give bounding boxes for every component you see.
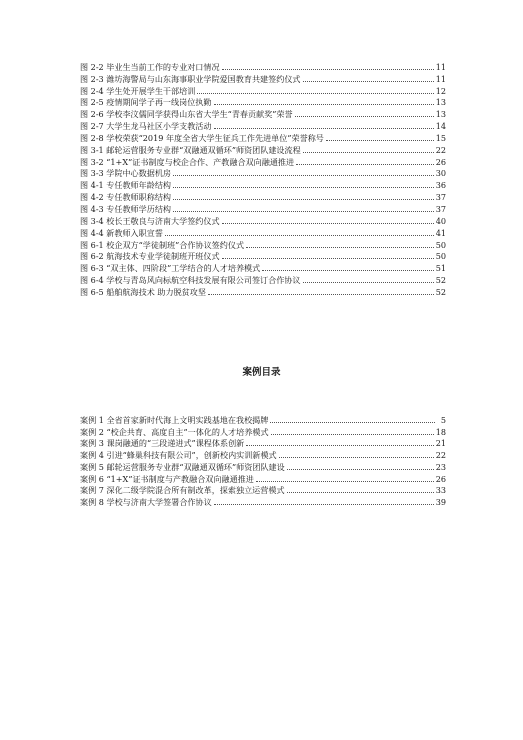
dot-leader xyxy=(303,282,434,283)
toc-entry-page-number: 26 xyxy=(435,156,446,167)
toc-entry[interactable] xyxy=(80,131,446,143)
toc-entry-label: 图 4-3 专任教师学历结构 xyxy=(80,203,172,214)
toc-entry-page-number: 50 xyxy=(435,239,446,250)
toc-entry-label: 案例 4 引进“蜂巢科技有限公司”，创新校内实训新模式 xyxy=(80,450,277,460)
toc-entry-label: 案例 1 全省首家新时代海上文明实践基地在我校揭牌 xyxy=(80,414,269,425)
toc-entry-label: 图 2-6 学校李汶儒同学获得山东省大学生“青春贡献奖”荣誉 xyxy=(80,109,293,120)
toc-entry-label: 图 4-1 专任教师年龄结构 xyxy=(80,180,172,191)
toc-entry[interactable] xyxy=(80,178,446,190)
toc-entry-label: 图 6-2 航海技术专业学徒制班开班仪式 xyxy=(80,251,220,262)
toc-entry-label: 图 6-1 校企双方“学徒制班”合作协议签约仪式 xyxy=(80,239,245,250)
toc-entry-label: 案例 7 深化二级学院混合所有制改革，探索独立运营模式 xyxy=(80,485,285,496)
toc-entry[interactable] xyxy=(80,107,446,119)
dot-leader xyxy=(287,469,434,470)
dot-leader xyxy=(262,270,433,271)
toc-entry[interactable] xyxy=(80,495,446,507)
toc-entry[interactable] xyxy=(80,96,446,108)
dot-leader xyxy=(256,481,434,482)
dot-leader xyxy=(295,116,434,117)
toc-entry-label: 案例 5 邮轮运营服务专业群“双融通双循环”师资团队建设 xyxy=(80,461,285,472)
toc-entry[interactable] xyxy=(80,413,446,425)
toc-entry[interactable] xyxy=(80,285,446,297)
toc-entry[interactable] xyxy=(80,261,446,273)
dot-leader xyxy=(197,93,433,94)
toc-entry-page-number: 40 xyxy=(435,215,446,226)
dot-leader xyxy=(173,199,434,200)
dot-leader xyxy=(214,128,434,129)
dot-leader xyxy=(165,235,434,236)
toc-entry-page-number: 52 xyxy=(435,286,446,297)
toc-entry[interactable] xyxy=(80,425,446,437)
toc-entry-label: 案例 8 学校与济南大学签署合作协议 xyxy=(80,497,212,507)
dot-leader xyxy=(326,140,434,141)
dot-leader xyxy=(222,69,434,70)
dot-leader xyxy=(173,175,434,176)
toc-entry-page-number: 23 xyxy=(435,461,446,472)
case-list xyxy=(80,413,446,507)
dot-leader xyxy=(303,152,434,153)
dot-leader xyxy=(270,422,435,423)
toc-entry[interactable] xyxy=(80,460,446,472)
dot-leader xyxy=(214,104,434,105)
toc-entry[interactable] xyxy=(80,143,446,155)
dot-leader xyxy=(222,223,434,224)
toc-entry[interactable] xyxy=(80,448,446,460)
dot-leader xyxy=(173,187,434,188)
toc-entry[interactable] xyxy=(80,72,446,84)
toc-entry[interactable] xyxy=(80,214,446,226)
toc-entry-label: 图 6-3 “双主体、四阶段”工学结合的人才培养模式 xyxy=(80,263,261,274)
toc-entry-label: 案例 6 “1+X”证书制度与产教融合双向融通推进 xyxy=(80,473,254,484)
toc-entry-page-number: 37 xyxy=(435,203,446,214)
toc-entry-label: 案例 2 “校企共育、高度自主”一体化的人才培养模式 xyxy=(80,426,269,437)
toc-entry[interactable] xyxy=(80,472,446,484)
toc-entry[interactable] xyxy=(80,484,446,496)
toc-entry[interactable] xyxy=(80,226,446,238)
dot-leader xyxy=(173,211,434,212)
toc-entry[interactable] xyxy=(80,190,446,202)
toc-entry-page-number: 36 xyxy=(435,180,446,191)
toc-entry-page-number: 12 xyxy=(435,85,446,96)
toc-entry-label: 图 2-8 学校荣获“2019 年度全省大学生征兵工作先进单位”荣誉称号 xyxy=(80,132,324,143)
toc-entry-label: 图 6-5 船舶航海技术 助力脱贫攻坚 xyxy=(80,286,206,297)
toc-entry[interactable] xyxy=(80,250,446,262)
dot-leader xyxy=(214,504,434,505)
dot-leader xyxy=(287,492,434,493)
dot-leader xyxy=(279,457,434,458)
toc-entry-page-number: 15 xyxy=(435,132,446,143)
dot-leader xyxy=(296,164,434,165)
dot-leader xyxy=(271,434,434,435)
toc-entry[interactable] xyxy=(80,155,446,167)
toc-entry-page-number: 5 xyxy=(440,414,446,425)
toc-entry-label: 案例 3 课岗融通的“三段递进式”课程体系创新 xyxy=(80,438,245,449)
toc-entry-page-number: 26 xyxy=(435,473,446,484)
toc-entry[interactable] xyxy=(80,84,446,96)
toc-entry-label: 图 2-5 疫情期间学子再一线岗位执勤 xyxy=(80,97,212,108)
toc-entry-page-number: 41 xyxy=(435,227,446,238)
toc-entry-page-number: 11 xyxy=(435,61,446,72)
dot-leader xyxy=(222,258,434,259)
dot-leader xyxy=(246,247,434,248)
toc-entry-page-number: 52 xyxy=(435,275,446,286)
figure-list xyxy=(80,60,446,297)
toc-entry-label: 图 4-4 新教师入职宣誓 xyxy=(80,227,163,238)
dot-leader xyxy=(303,81,434,82)
toc-entry-page-number: 37 xyxy=(435,192,446,203)
case-list-heading: 案例目录 xyxy=(242,367,281,378)
toc-entry-page-number: 51 xyxy=(435,263,446,274)
dot-leader xyxy=(208,294,434,295)
toc-entry[interactable] xyxy=(80,167,446,179)
toc-entry-label: 图 6-4 学校与青岛风向标航空科技发展有限公司签订合作协议 xyxy=(80,275,301,286)
toc-entry-page-number: 30 xyxy=(435,168,446,179)
toc-entry-page-number: 22 xyxy=(435,144,446,155)
toc-entry-page-number: 18 xyxy=(435,426,446,437)
toc-entry-page-number: 14 xyxy=(435,121,446,132)
toc-entry-page-number: 11 xyxy=(435,73,446,84)
toc-entry-page-number: 13 xyxy=(435,109,446,120)
toc-entry-label: 图 3-2 “1+X”证书制度与校企合作、产教融合双向融通推进 xyxy=(80,156,295,167)
toc-entry-label: 图 2-4 学生处开展学生干部培训 xyxy=(80,85,196,96)
toc-entry[interactable] xyxy=(80,202,446,214)
toc-entry-page-number: 50 xyxy=(435,251,446,262)
toc-entry[interactable] xyxy=(80,273,446,285)
toc-entry[interactable] xyxy=(80,119,446,131)
toc-entry-label: 图 2-7 大学生龙马社区小学支教活动 xyxy=(80,121,212,132)
toc-entry-page-number: 22 xyxy=(435,450,446,460)
toc-entry-page-number: 21 xyxy=(435,438,446,449)
toc-entry-label: 图 3-3 学院中心数据机房 xyxy=(80,168,172,179)
toc-entry-label: 图 2-2 毕业生当前工作的专业对口情况 xyxy=(80,61,220,72)
toc-entry[interactable] xyxy=(80,437,446,449)
toc-entry-label: 图 2-3 潍坊海警局与山东海事职业学院爱国教育共建签约仪式 xyxy=(80,73,301,84)
toc-entry-page-number: 13 xyxy=(435,97,446,108)
toc-entry-page-number: 33 xyxy=(435,485,446,496)
toc-entry[interactable] xyxy=(80,60,446,72)
dot-leader xyxy=(246,445,433,446)
toc-entry-label: 图 4-2 专任教师职称结构 xyxy=(80,192,172,203)
toc-entry-page-number: 39 xyxy=(435,497,446,507)
toc-entry[interactable] xyxy=(80,238,446,250)
toc-entry-label: 图 3-4 校长王敬良与济南大学签约仪式 xyxy=(80,215,220,226)
toc-entry-label: 图 3-1 邮轮运营服务专业群“双融通双循环”师资团队建设流程 xyxy=(80,144,301,155)
